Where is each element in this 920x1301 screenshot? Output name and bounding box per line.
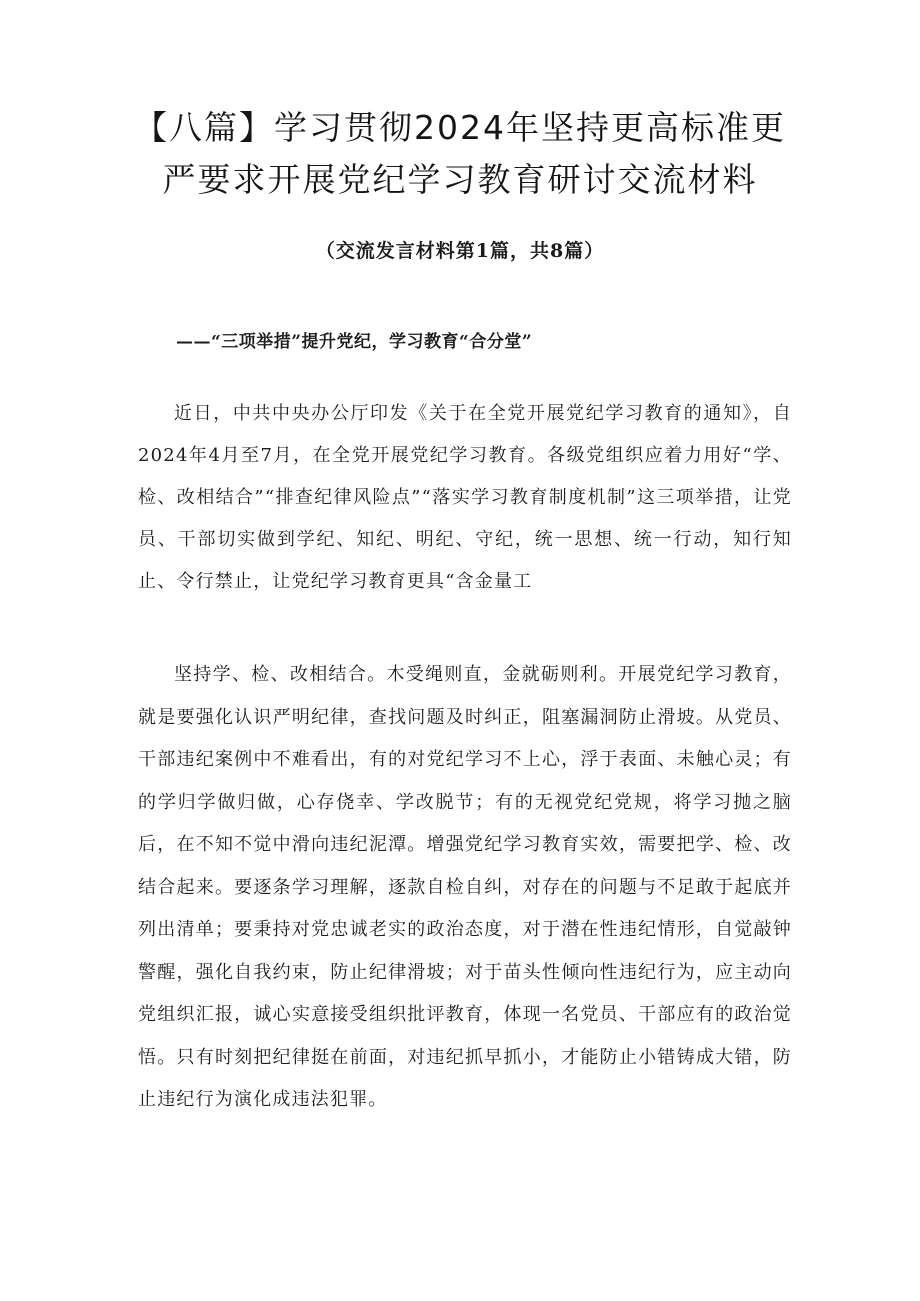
document-title xyxy=(120,102,800,206)
section-subheading: ——“三项举措”提升党纪，学习教育“合分堂” xyxy=(176,332,533,352)
document-subtitle: （交流发言材料第1篇，共8篇） xyxy=(315,240,605,262)
body-paragraph-2: 坚持学、检、改相结合。木受绳则直，金就砺则利。开展党纪学习教育，就是要强化认识严明纪律，查找问题及时纠正，阻塞漏洞防止滑坡。从党员、干部违纪案例中不难看出，有的对党纪学习不上心，浮于表面、未触心灵；有的学归学做归做，心存侥幸、学改脱节；有的无视党纪党规，将学习抛之脑后，在不知不觉中滑向违纪泥潭。增强党纪学习教育实效，需要把学、检、改结合起来。要逐条学习理解，逐款自检自纠，对存在的问题与不足敢于起底并列出清单；要秉持对党忠诚老实的政治态度，对于潜在性违纪情形，自觉敲钟警醒，强化自我约束，防止纪律滑坡；对于苗头性倾向性违纪行为，应主动向党组织汇报，诚心实意接受组织批评教育，体现一名党员、干部应有的政治觉悟。只有时刻把纪律挺在前面，对违纪抓早抓小，才能防止小错铸成大错，防止违纪行为演化成违法犯罪。 xyxy=(138,664,792,1110)
title-line-2: 严要求开展党纪学习教育研讨交流材料 xyxy=(162,160,758,199)
title-line-1: 【八篇】学习贯彻2024年坚持更高标准更 xyxy=(134,108,786,147)
body-paragraph-1: 近日，中共中央办公厅印发《关于在全党开展党纪学习教育的通知》，自2024年4月至7月，在全党开展党纪学习教育。各级党组织应着力用好“学、检、改相结合”“排查纪律风险点”“落实学习教育制度机制”这三项举措，让党员、干部切实做到学纪、知纪、明纪、守纪，统一思想、统一行动，知行知止、令行禁止，让党纪学习教育更具“含金量工 xyxy=(138,403,792,592)
